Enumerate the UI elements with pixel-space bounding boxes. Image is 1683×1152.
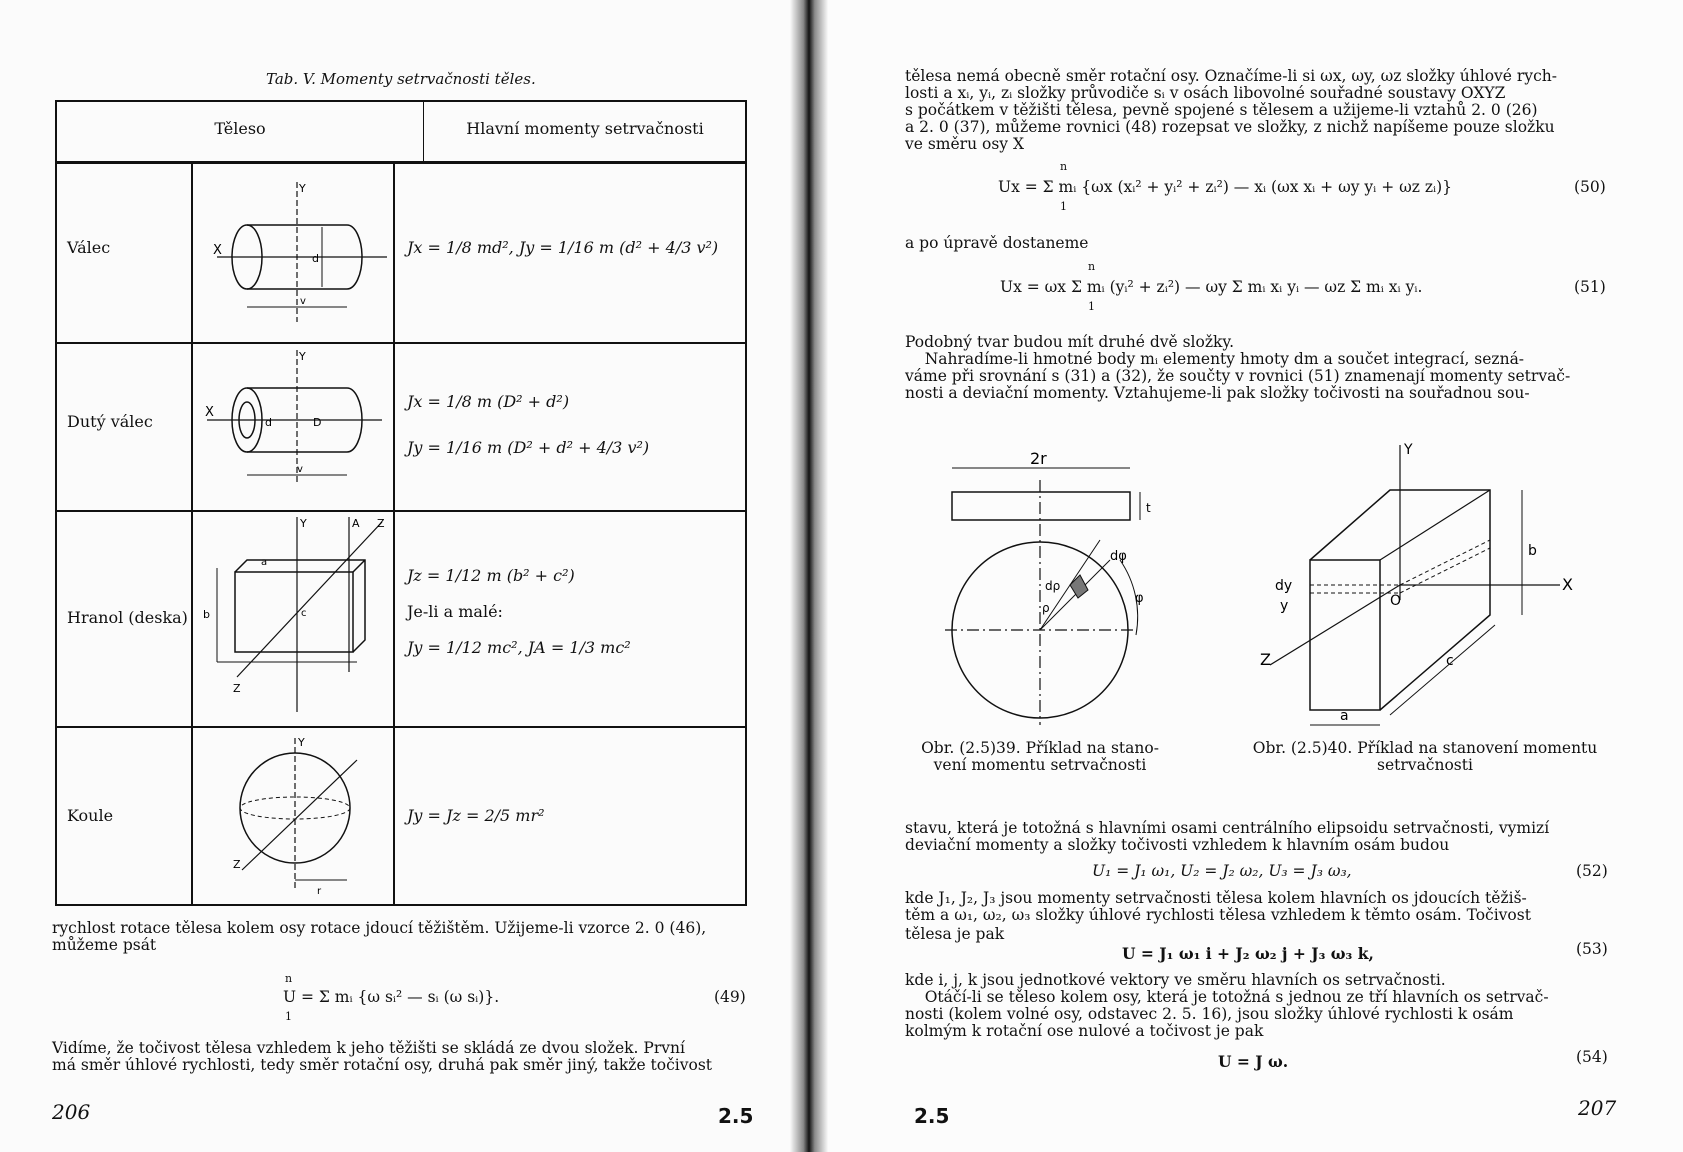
- eq50-formula: Ux = Σ mᵢ {ωx (xᵢ² + yᵢ² + zᵢ²) — xᵢ (ωx xᵢ + ωy yᵢ + ωz zᵢ)}: [998, 178, 1453, 196]
- right-para5-line1: kde i, j, k jsou jednotkové vektory ve směru hlavních os setrvačnosti.: [905, 971, 1446, 989]
- label-v: v: [300, 296, 306, 307]
- eq54-number: (54): [1576, 1048, 1608, 1066]
- right-para4-line1: kde J₁, J₂, J₃ jsou momenty setrvačnosti tělesa kolem hlavních os jdoucích těžiš-: [905, 889, 1527, 907]
- formula-hranol-jy: Jy = 1/12 mc², JA = 1/3 mc²: [407, 638, 631, 657]
- eq49-formula: U = Σ mᵢ {ω sᵢ² — sᵢ (ω sᵢ)}.: [283, 988, 500, 1006]
- right-para5-line4: kolmým k rotační ose nulové a točivost je pak: [905, 1022, 1264, 1040]
- right-para5-line3: nosti (kolem volné osy, odstavec 2. 5. 16), jsou složky úhlové rychlosti k osám: [905, 1005, 1514, 1023]
- eq53-number: (53): [1576, 940, 1608, 958]
- figure-hranol: [197, 512, 392, 722]
- label-drho: dρ: [1045, 579, 1061, 593]
- label-y-small: y: [1280, 598, 1289, 614]
- row-label-hranol: Hranol (deska): [67, 608, 188, 627]
- eq49-number: (49): [714, 988, 746, 1006]
- eq52-formula: U₁ = J₁ ω₁, U₂ = J₂ ω₂, U₃ = J₃ ω₃,: [1092, 862, 1352, 880]
- label-v: v: [297, 464, 303, 475]
- label-y: Y: [298, 736, 305, 749]
- label-y: Y: [299, 350, 306, 363]
- figure-valec: [197, 172, 387, 332]
- right-para2-line1: Podobný tvar budou mít druhé dvě složky.: [905, 333, 1235, 351]
- right-para5-line2: Otáčí-li se těleso kolem osy, která je totožná s jednou ze tří hlavních os setrvač-: [905, 988, 1549, 1006]
- caption-line: setrvačnosti: [1377, 756, 1473, 774]
- right-para1-line3: s počátkem v těžišti tělesa, pevně spojené s tělesem a užijeme-li vztahů 2. 0 (26): [905, 101, 1538, 119]
- header-body: Těleso: [57, 102, 424, 161]
- table-header: [57, 102, 745, 164]
- figure-koule: [197, 730, 387, 900]
- eq51-number: (51): [1574, 278, 1606, 296]
- label-z-top: Z: [377, 517, 385, 530]
- eq49-sum-bottom: 1: [285, 1010, 292, 1023]
- label-x: X: [213, 243, 222, 258]
- right-para4-line3: tělesa je pak: [905, 925, 1005, 943]
- left-para2-line1: Vidíme, že točivost tělesa vzhledem k jeho těžišti se skládá ze dvou složek. První: [52, 1039, 685, 1057]
- figure-40-caption: [1230, 740, 1620, 774]
- label-z-axis: Z: [1260, 650, 1271, 669]
- eq52-number: (52): [1576, 862, 1608, 880]
- eq51-formula: Ux = ωx Σ mᵢ (yᵢ² + zᵢ²) — ωy Σ mᵢ xᵢ yᵢ — ωz Σ mᵢ xᵢ yᵢ.: [1000, 278, 1423, 296]
- figure-39: [930, 440, 1170, 730]
- formula-duty-jx: Jx = 1/8 m (D² + d²): [407, 392, 570, 411]
- right-para1-line2: losti a xᵢ, yᵢ, zᵢ složky průvodiče sᵢ v osách libovolné souřadné soustavy OXYZ: [905, 84, 1506, 102]
- page-number-right: 207: [1578, 1096, 1617, 1120]
- header-moments: Hlavní momenty setrvačnosti: [466, 119, 704, 138]
- right-para1-line4: a 2. 0 (37), můžeme rovnici (48) rozepsat ve složky, z nichž napíšeme pouze složku: [905, 118, 1555, 136]
- label-2r: 2r: [1030, 449, 1047, 468]
- row-separator: [57, 342, 745, 344]
- label-b: b: [203, 608, 210, 621]
- label-d: d: [265, 416, 272, 429]
- formula-valec: Jx = 1/8 md², Jy = 1/16 m (d² + 4/3 v²): [407, 238, 719, 257]
- book-gutter: [790, 0, 828, 1152]
- label-rho: ρ: [1042, 601, 1050, 615]
- eq50-sum-bottom: 1: [1060, 200, 1067, 213]
- label-b: b: [1528, 543, 1537, 559]
- formula-duty-jy: Jy = 1/16 m (D² + d² + 4/3 v²): [407, 438, 650, 457]
- label-y: Y: [300, 517, 307, 530]
- caption-line: Obr. (2.5)39. Příklad na stano-: [921, 739, 1159, 757]
- eq49-sum-top: n: [285, 972, 293, 985]
- moments-table: [55, 100, 747, 906]
- label-y-axis: Y: [1404, 442, 1413, 458]
- formula-koule: Jy = Jz = 2/5 mr²: [407, 806, 545, 825]
- right-para2-line2: Nahradíme-li hmotné body mᵢ elementy hmoty dm a součet integrací, sezná-: [905, 350, 1525, 368]
- figure-40: [1250, 440, 1580, 730]
- right-para2-line3: váme při srovnání s (31) a (32), že součty v rovnici (51) znamenají momenty setrvač-: [905, 367, 1571, 385]
- right-para2-line4: nosti a deviační momenty. Vztahujeme-li pak složky točivosti na souřadnou sou-: [905, 384, 1530, 402]
- figure-39-caption: [905, 740, 1175, 774]
- eq50-number: (50): [1574, 178, 1606, 196]
- row-label-valec: Válec: [67, 238, 111, 257]
- right-para3-line2: deviační momenty a složky točivosti vzhledem k hlavním osám budou: [905, 836, 1450, 854]
- page-number-left: 206: [52, 1100, 91, 1124]
- figure-duty-valec: [197, 340, 387, 500]
- row-label-duty-valec: Dutý válec: [67, 412, 153, 431]
- right-para1-line5: ve směru osy X: [905, 135, 1025, 153]
- label-origin: O: [1390, 593, 1402, 609]
- eq50-sum-top: n: [1060, 160, 1068, 173]
- section-number-left: 2.5: [718, 1104, 754, 1128]
- label-z: Z: [233, 858, 241, 871]
- caption-line: vení momentu setrvačnosti: [933, 756, 1147, 774]
- label-z: Z: [233, 682, 241, 695]
- label-a: a: [1340, 708, 1349, 724]
- label-x-axis: X: [1562, 575, 1573, 594]
- label-a-axis: A: [352, 517, 360, 530]
- eq51-sum-bottom: 1: [1088, 300, 1095, 313]
- label-phi: φ: [1135, 591, 1144, 606]
- left-para1-line1: rychlost rotace tělesa kolem osy rotace jdoucí těžištěm. Užijeme-li vzorce 2. 0 (46),: [52, 919, 707, 937]
- label-r: r: [317, 886, 322, 897]
- label-d: d: [312, 252, 319, 265]
- left-para2-line2: má směr úhlové rychlosti, tedy směr rotační osy, druhá pak směr jiný, takže točivost: [52, 1056, 713, 1074]
- row-separator: [57, 510, 745, 512]
- label-dy: dy: [1275, 578, 1293, 594]
- formula-hranol-jz: Jz = 1/12 m (b² + c²): [407, 566, 575, 585]
- right-para3-line1: stavu, která je totožná s hlavními osami centrálního elipsoidu setrvačnosti, vymizí: [905, 819, 1550, 837]
- label-c: c: [301, 608, 307, 619]
- eq51-sum-top: n: [1088, 260, 1096, 273]
- label-a: a: [261, 557, 268, 568]
- label-dphi: dφ: [1110, 549, 1127, 564]
- eq53-formula: U = J₁ ω₁ i + J₂ ω₂ j + J₃ ω₃ k,: [1122, 944, 1374, 963]
- right-para4-line2: těm a ω₁, ω₂, ω₃ složky úhlové rychlosti tělesa vzhledem k těmto osám. Točivost: [905, 906, 1531, 924]
- table-title: Tab. V. Momenty setrvačnosti těles.: [266, 70, 536, 88]
- row-separator: [57, 726, 745, 728]
- label-x: X: [205, 405, 214, 420]
- row-label-koule: Koule: [67, 806, 114, 825]
- left-para1-line2: můžeme psát: [52, 936, 157, 954]
- label-D: D: [313, 416, 322, 429]
- eq54-formula: U = J ω.: [1218, 1052, 1289, 1071]
- column-divider-2: [393, 161, 395, 904]
- caption-line: Obr. (2.5)40. Příklad na stanovení momentu: [1252, 739, 1598, 757]
- right-line-after50: a po úpravě dostaneme: [905, 234, 1089, 252]
- formula-hranol-note: Je-li a malé:: [407, 602, 503, 621]
- label-y: Y: [299, 182, 306, 195]
- section-number-right: 2.5: [914, 1104, 950, 1128]
- column-divider-1: [191, 161, 193, 904]
- right-para1-line1: tělesa nemá obecně směr rotační osy. Označíme-li si ωx, ωy, ωz složky úhlové rych-: [905, 67, 1557, 85]
- label-c: c: [1446, 653, 1454, 669]
- label-t: t: [1146, 501, 1151, 515]
